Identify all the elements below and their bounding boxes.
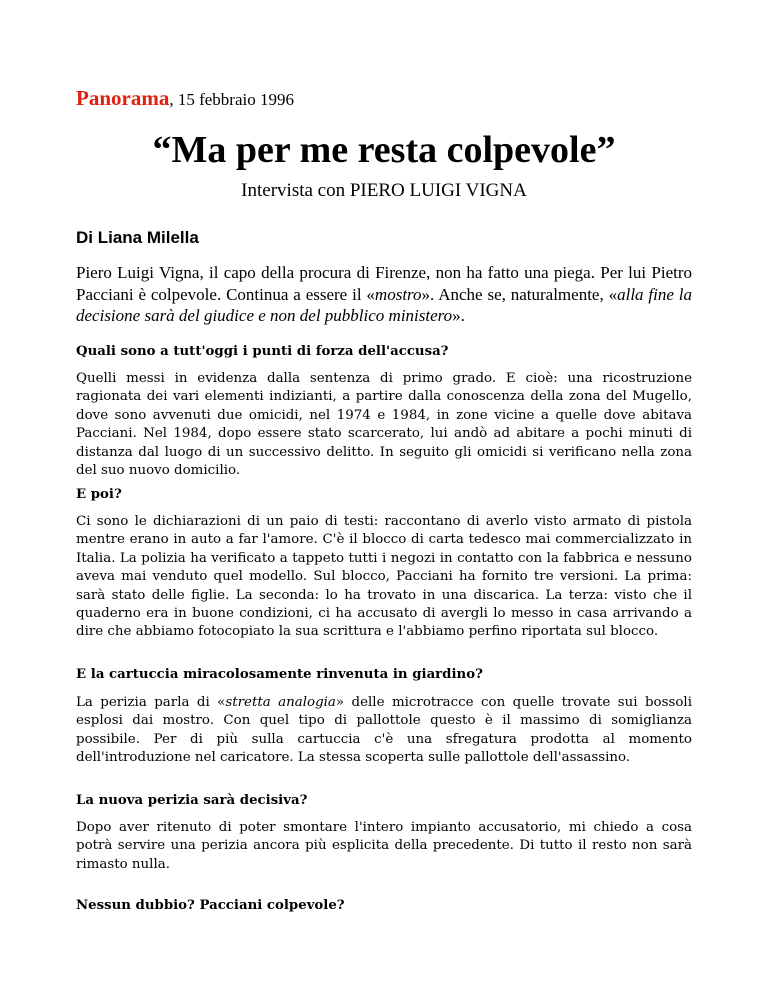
article-subtitle: Intervista con PIERO LUIGI VIGNA bbox=[241, 180, 527, 201]
masthead bbox=[76, 86, 294, 111]
answer-3-text-1: La perizia parla di « bbox=[76, 695, 226, 710]
answer-3-text-2: » delle microtracce con quelle trovate sui bossoli esplosi dai mostro. Con quel tipo di pallottole questo è il massimo di somiglianza possibile. Per di più sulla cartuccia c'è una sfregatura prodotta al momento dell'introduzione nel caricatore. La stessa scoperta sulle pallottole dell'assassino. bbox=[76, 695, 692, 766]
question-1: Quali sono a tutt'oggi i punti di forza dell'accusa? bbox=[76, 344, 449, 359]
intro-text-3: ». bbox=[452, 306, 465, 326]
intro-emphasis-2: alla fine la decisione sarà del giudice e non del pubblico ministero bbox=[76, 284, 692, 326]
intro-text-1: Piero Luigi Vigna, il capo della procura di Firenze, non ha fatto una piega. Per lui Pietro Pacciani è colpevole. Continua a essere il « bbox=[76, 263, 692, 304]
byline: Di Liana Milella bbox=[76, 228, 199, 247]
intro-text-2: ». Anche se, naturalmente, « bbox=[421, 284, 618, 304]
answer-3-emphasis: stretta analogia bbox=[225, 695, 336, 710]
answer-2: Ci sono le dichiarazioni di un paio di testi: raccontano di averlo visto armato di pistola mentre erano in auto a far l'amore. C'è il blocco di carta tedesco mai commercializzato in Italia. La polizia ha verificato a tappeto tutti i negozi in contatto con la fabbrica e nessuno aveva mai venduto quel modello. Sul blocco, Pacciani ha fornito tre versioni. La prima: sarà stato delle figlie. La seconda: lo ha trovato in una discarica. La terza: visto che il quaderno era in buone condizioni, ci ha accusato di avergli lo messo in casa arrivando a dire che abbiamo fotocopiato la sua scrittura e l'abbiamo perfino riportata sul blocco. bbox=[76, 514, 692, 640]
answer-1: Quelli messi in evidenza dalla sentenza di primo grado. E cioè: una ricostruzione ragionata dei vari elementi indizianti, a partire dalla conoscenza della zona del Mugello, dove sono avvenuti due omicidi, nel 1974 e 1984, in zone vicine a quelle dove abitava Pacciani. Nel 1984, dopo essere stato scarcerato, lui andò ad abitare a pochi minuti di distanza dal luogo di un successivo delitto. In seguito gli omicidi si verificano nella zona del suo nuovo domicilio. bbox=[76, 371, 692, 479]
question-2: E poi? bbox=[76, 487, 122, 502]
question-4: La nuova perizia sarà decisiva? bbox=[76, 793, 308, 808]
question-3: E la cartuccia miracolosamente rinvenuta in giardino? bbox=[76, 667, 483, 682]
intro-emphasis-1: mostro bbox=[374, 284, 422, 304]
article-title: “Ma per me resta colpevole” bbox=[152, 129, 616, 171]
intro-paragraph bbox=[76, 262, 692, 327]
answer-4: Dopo aver ritenuto di poter smontare l'intero impianto accusatorio, mi chiedo a cosa potrà servire una perizia ancora più esplicita della precedente. Di tutto il resto non sarà rimasto nulla. bbox=[76, 820, 692, 872]
publication-date: , 15 febbraio 1996 bbox=[169, 90, 294, 109]
answer-3 bbox=[76, 694, 692, 768]
question-5: Nessun dubbio? Pacciani colpevole? bbox=[76, 898, 345, 913]
publication-name: Panorama bbox=[76, 86, 170, 110]
